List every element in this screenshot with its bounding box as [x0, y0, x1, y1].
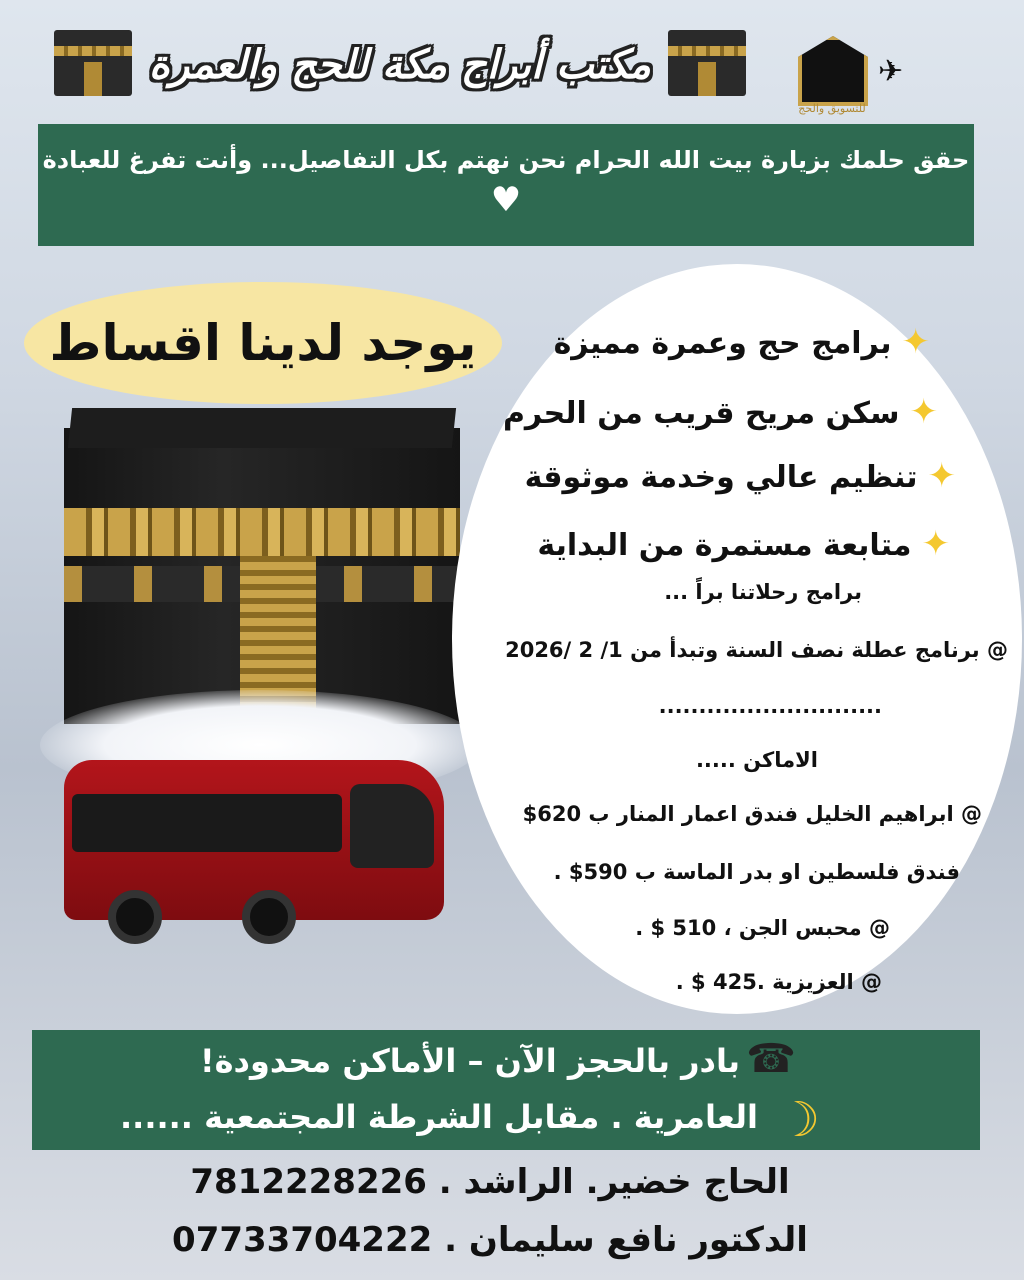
feature-item: [503, 392, 938, 432]
kaaba-icon: [54, 30, 132, 96]
page-title: مكتب أبراج مكة للحج والعمرة: [149, 42, 651, 88]
wheel-icon: [242, 890, 296, 944]
location-text: العامرية . مقابل الشرطة المجتمعية ......: [120, 1098, 758, 1136]
feature-item: [537, 524, 950, 564]
kaaba-logo-icon: [798, 36, 868, 106]
installments-badge: يوجد لدينا اقساط: [24, 282, 502, 404]
sparkle-icon: ✦: [921, 524, 950, 564]
sparkle-icon: ✦: [909, 392, 938, 432]
kaaba-icon: [668, 30, 746, 96]
info-panel: [452, 264, 1022, 1014]
feature-item: [525, 456, 956, 496]
moon-icon: ☽: [776, 1092, 820, 1148]
dots-divider: ............................: [658, 694, 882, 718]
sparkle-icon: ✦: [901, 322, 930, 362]
logo-text: للتسويق والحج: [798, 102, 866, 115]
wheel-icon: [108, 890, 162, 944]
contact-line: الحاج خضير. الراشد . 7812228226: [190, 1162, 790, 1202]
contact-line: الدكتور نافع سليمان . 07733704222: [172, 1220, 808, 1260]
kaaba-image: [64, 408, 460, 724]
feature-label: برامج حج وعمرة مميزة: [553, 326, 892, 361]
midyear-program-text: @ برنامج عطلة نصف السنة وتبدأ من 1/ 2 /2026: [505, 638, 1008, 662]
phone-icon: ☎: [746, 1036, 796, 1082]
book-now-text: بادر بالحجز الآن – الأماكن محدودة!: [200, 1042, 740, 1080]
feature-label: تنظيم عالي وخدمة موثوقة: [524, 460, 918, 495]
feature-item: [554, 322, 930, 362]
hotel-item: @ ابراهيم الخليل فندق اعمار المنار ب 620$: [522, 802, 982, 826]
feature-label: متابعة مستمرة من البداية: [537, 528, 912, 563]
company-logo: [782, 26, 922, 116]
slogan-text: حقق حلمك بزيارة بيت الله الحرام نحن نهتم بكل التفاصيل... وأنت تفرغ للعبادة: [42, 146, 970, 174]
heart-icon: ♥: [490, 180, 522, 220]
slogan-banner: [38, 124, 974, 246]
places-label: الاماكن .....: [695, 748, 818, 772]
feature-label: سكن مريح قريب من الحرم: [502, 396, 900, 431]
hotel-item: فندق فلسطين او بدر الماسة ب 590$ .: [553, 860, 960, 884]
booking-banner: [32, 1030, 980, 1150]
hotel-item: @ محبس الجن ، 510 $ .: [635, 916, 890, 940]
hotel-item: @ العزيزية .425 $ .: [675, 970, 882, 994]
bus-image: [64, 760, 444, 944]
land-trips-text: برامج رحلاتنا براً ...: [664, 580, 862, 604]
sparkle-icon: ✦: [927, 456, 956, 496]
airplane-icon: ✈: [878, 54, 904, 89]
